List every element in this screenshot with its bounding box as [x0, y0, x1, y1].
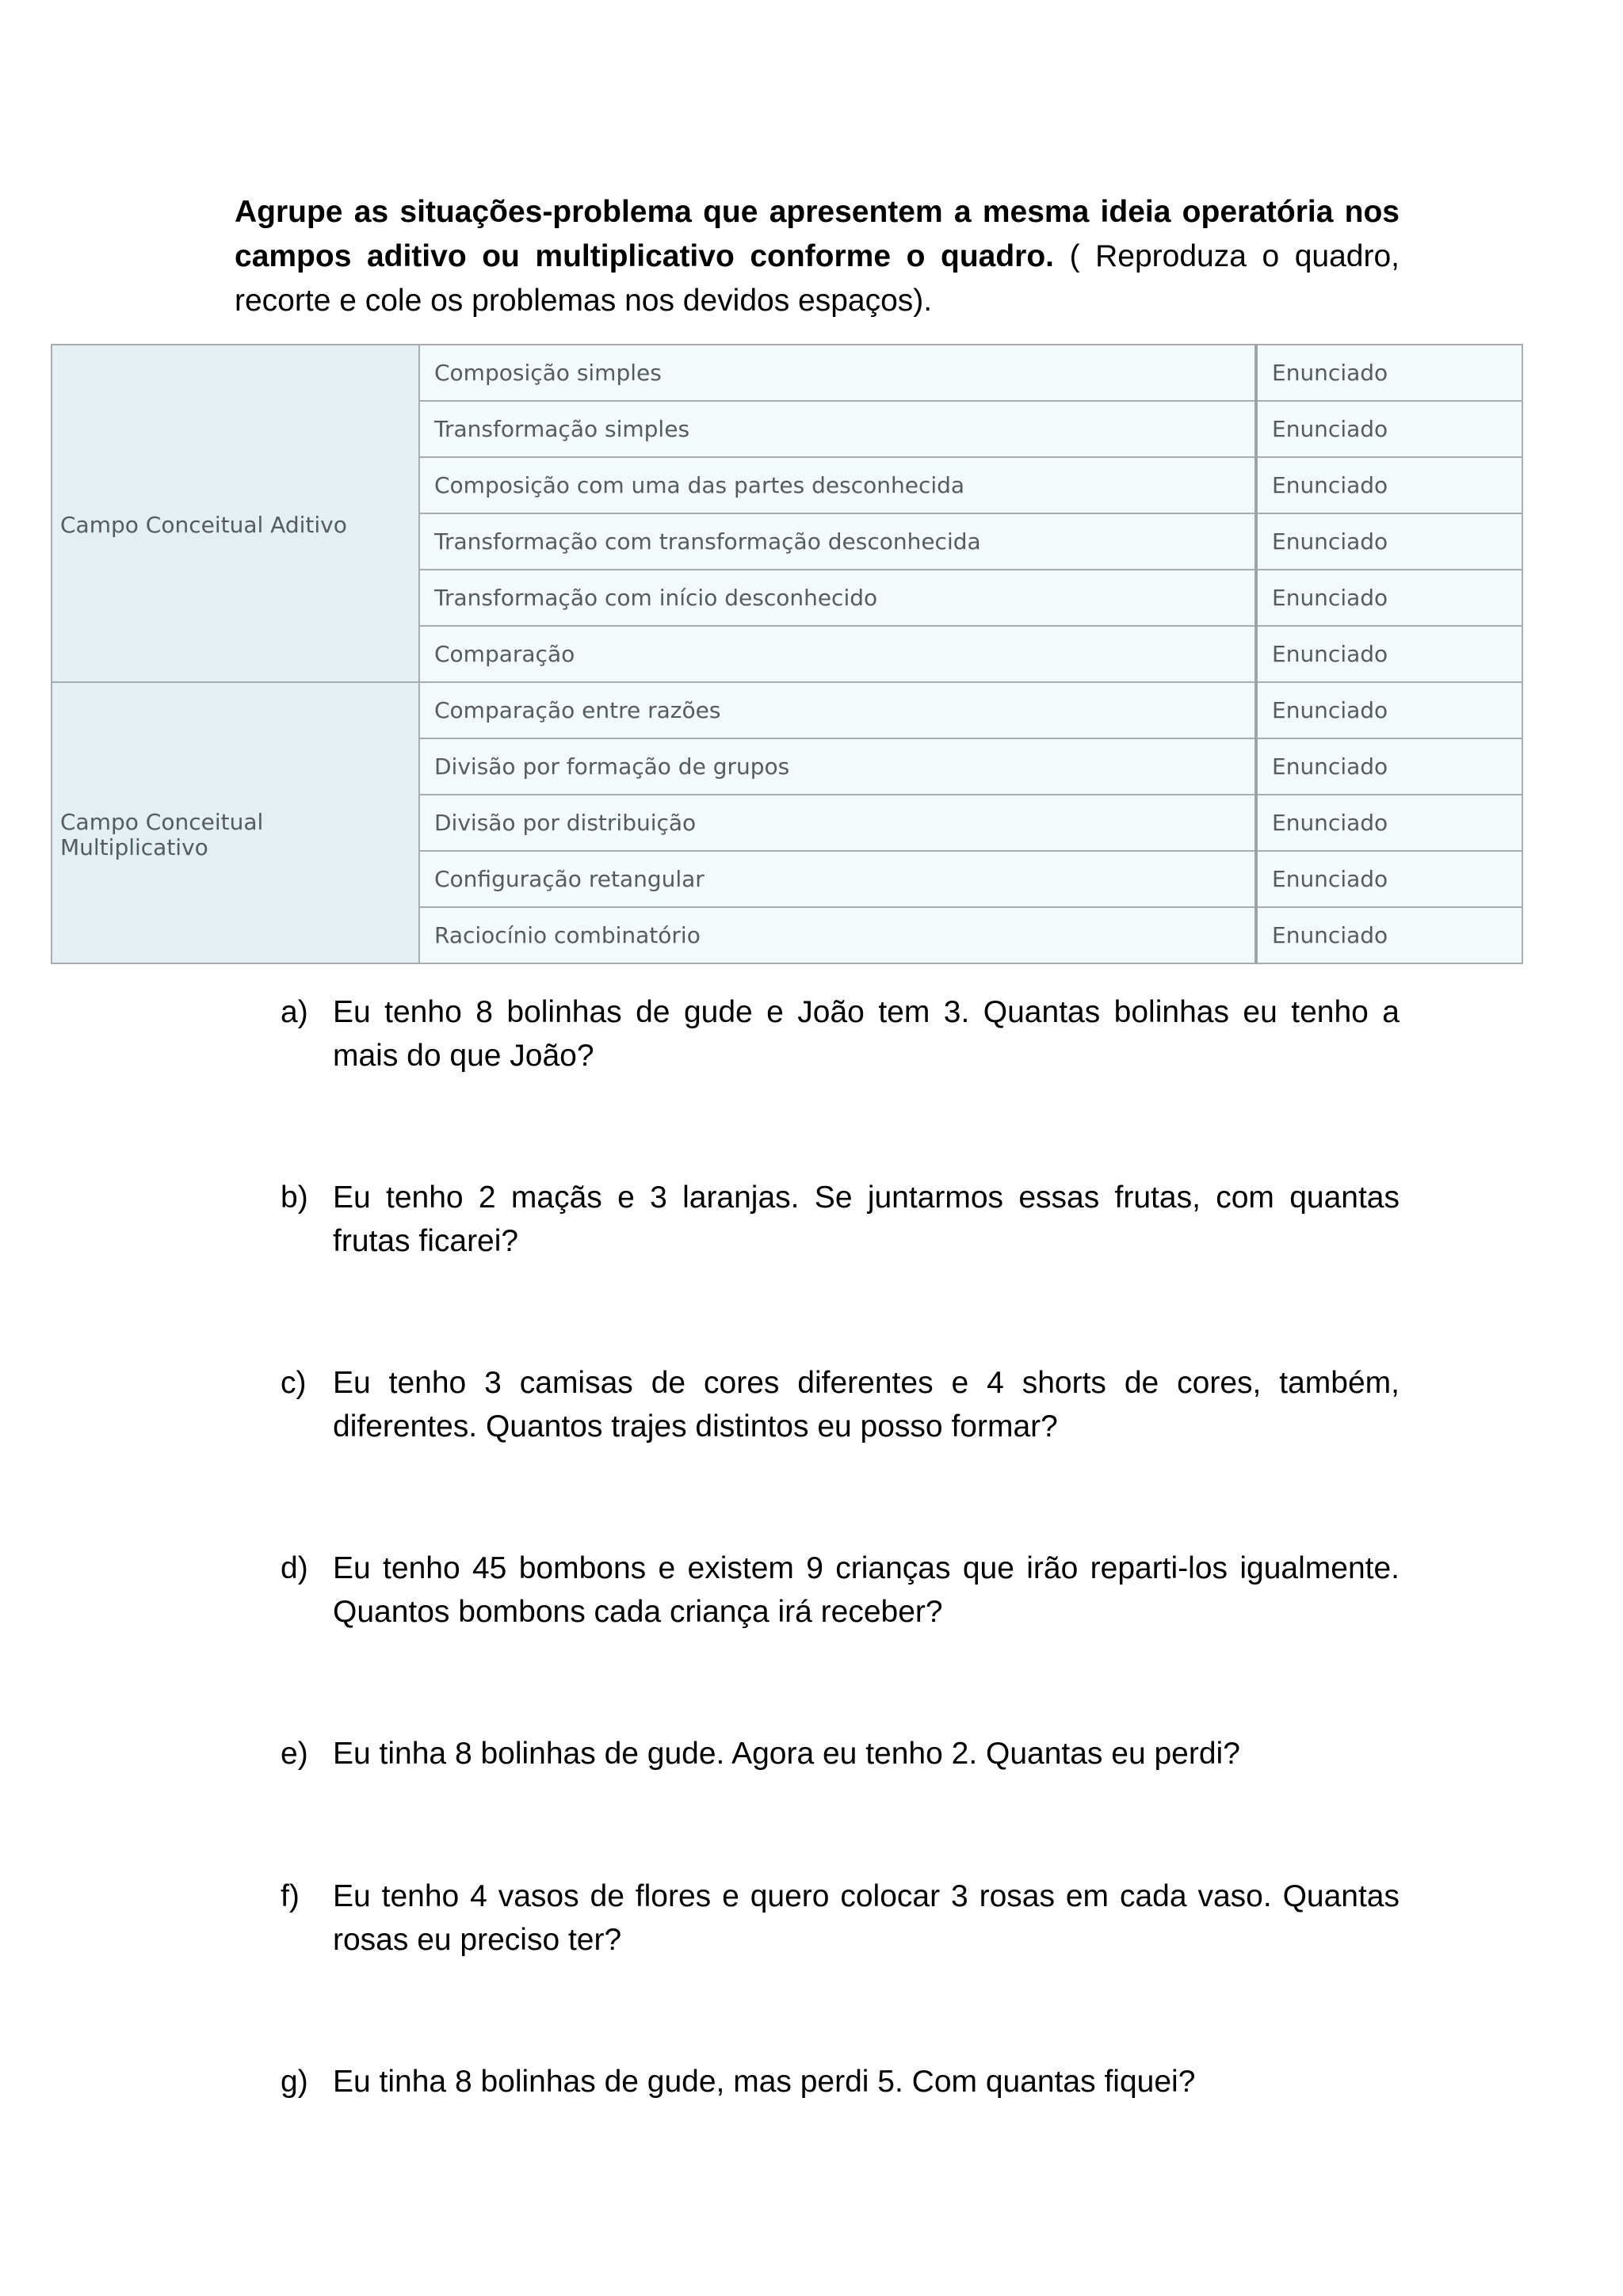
enunciado-cell: Enunciado: [1256, 457, 1522, 513]
campo-multiplicativo: Campo Conceitual Multiplicativo: [52, 682, 419, 963]
instructions-bold: Agrupe as situações-problema que apresentem a mesma ideia operatória nos campos aditivo ou multiplicativo conforme o quadro.: [235, 195, 1400, 273]
enunciado-cell: Enunciado: [1256, 795, 1522, 851]
table-row: [52, 345, 1522, 401]
problem-a: [281, 990, 1400, 1176]
problem-text: Eu tenho 2 maçãs e 3 laranjas. Se juntarmos essas frutas, com quantas frutas ficarei?: [333, 1180, 1400, 1258]
concept-table: [51, 344, 1523, 964]
problem-letter: a): [281, 995, 308, 1029]
situacao-cell: Divisão por formação de grupos: [419, 738, 1256, 795]
instructions-normal: ( Reproduza o quadro, recorte e cole os problemas nos devidos espaços).: [235, 239, 1400, 318]
situacao-cell: Comparação: [419, 626, 1256, 682]
instructions: [235, 190, 1400, 323]
problem-f: [281, 1875, 1400, 2060]
situacao-cell: Transformação com transformação desconhecida: [419, 513, 1256, 570]
problem-letter: b): [281, 1180, 308, 1215]
problem-b: [281, 1176, 1400, 1361]
table-row: [52, 682, 1522, 738]
problem-text: Eu tenho 3 camisas de cores diferentes e 4 shorts de cores, também, diferentes. Quantos trajes distintos eu posso formar?: [333, 1366, 1400, 1444]
campo-aditivo: Campo Conceitual Aditivo: [52, 345, 419, 682]
enunciado-cell: Enunciado: [1256, 570, 1522, 626]
situacao-cell: Divisão por distribuição: [419, 795, 1256, 851]
problem-d: [281, 1547, 1400, 1732]
situacao-cell: Composição com uma das partes desconhecida: [419, 457, 1256, 513]
problem-text: Eu tinha 8 bolinhas de gude, mas perdi 5. Com quantas fiquei?: [333, 2065, 1196, 2099]
problem-text: Eu tenho 45 bombons e existem 9 crianças que irão reparti-los igualmente. Quantos bombons cada criança irá receber?: [333, 1551, 1400, 1629]
enunciado-cell: Enunciado: [1256, 626, 1522, 682]
enunciado-cell: Enunciado: [1256, 851, 1522, 907]
enunciado-cell: Enunciado: [1256, 345, 1522, 401]
problem-text: Eu tinha 8 bolinhas de gude. Agora eu tenho 2. Quantas eu perdi?: [333, 1737, 1240, 1771]
problem-e: [281, 1732, 1400, 1875]
problem-letter: e): [281, 1737, 308, 1771]
problem-letter: f): [281, 1879, 300, 1913]
enunciado-cell: Enunciado: [1256, 738, 1522, 795]
enunciado-cell: Enunciado: [1256, 513, 1522, 570]
problem-letter: c): [281, 1366, 307, 1400]
problem-text: Eu tenho 4 vasos de flores e quero colocar 3 rosas em cada vaso. Quantas rosas eu preciso ter?: [333, 1879, 1400, 1957]
problem-text: Eu tenho 8 bolinhas de gude e João tem 3. Quantas bolinhas eu tenho a mais do que João?: [333, 995, 1400, 1073]
enunciado-cell: Enunciado: [1256, 682, 1522, 738]
problem-c: [281, 1361, 1400, 1547]
problem-letter: d): [281, 1551, 308, 1585]
situacao-cell: Raciocínio combinatório: [419, 907, 1256, 963]
situacao-cell: Comparação entre razões: [419, 682, 1256, 738]
problem-list: [281, 990, 1400, 2103]
enunciado-cell: Enunciado: [1256, 907, 1522, 963]
enunciado-cell: Enunciado: [1256, 401, 1522, 457]
situacao-cell: Composição simples: [419, 345, 1256, 401]
problem-letter: g): [281, 2065, 308, 2099]
situacao-cell: Transformação com início desconhecido: [419, 570, 1256, 626]
situacao-cell: Configuração retangular: [419, 851, 1256, 907]
situacao-cell: Transformação simples: [419, 401, 1256, 457]
problem-g: [281, 2060, 1400, 2103]
